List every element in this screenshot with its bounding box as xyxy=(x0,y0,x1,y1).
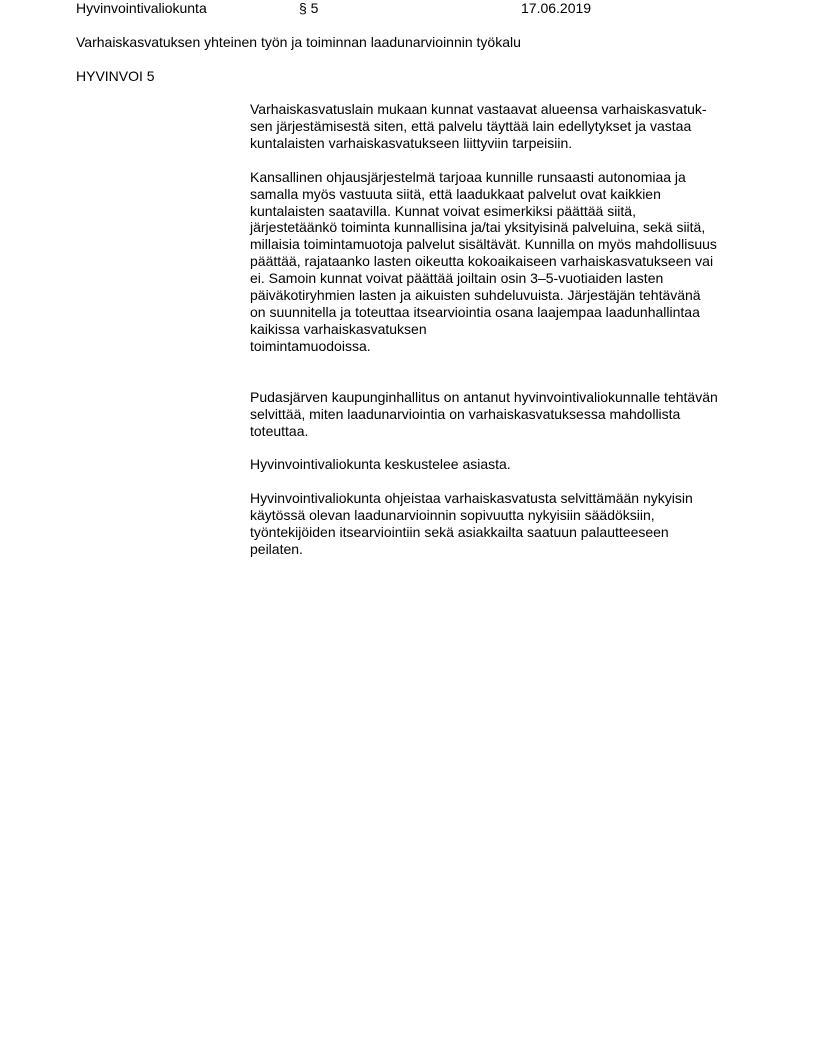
paragraph-national-steering: Kansallinen ohjausjärjestelmä tarjoaa kunnille runsaasti autonomiaa ja samalla myös vastuuta siitä, että laadukkaat palvelut ovat kaikkien kuntalaisten saatavilla. Kunnat voivat esimerkiksi päättää siitä, järjestetäänkö toiminta kunnallisina ja/tai yksityisinä palveluina, sekä siitä, millaisia toimintamuotoja palvelut sisältävät. Kunnilla on myös mahdollisuus päättää, rajataanko lasten oikeutta kokoaikaiseen varhaiskasvatukseen vai ei. Samoin kunnat voivat päättää joiltain osin 3–5-vuotiaiden lasten päiväkotiryhmien lasten ja aikuisten suhdeluvuista. Järjestäjän tehtävänä on suunnitella ja toteuttaa itsearviointia osana laajempaa laadunhallintaa kaikissa varhaiskasvatuksen toimintamuodoissa. xyxy=(250,168,717,354)
header-date: 17.06.2019 xyxy=(521,0,592,16)
document-reference: HYVINVOI 5 xyxy=(76,68,155,84)
paragraph-decision: Hyvinvointivaliokunta ohjeistaa varhaiskasvatusta selvittämään nykyisin käytössä olevan laadunarvioinnin sopivuutta nykyisiin säädöksiin, työntekijöiden itsearviointiin sekä asiakkailta saatuun palautteeseen peilaten. xyxy=(250,490,693,558)
document-header xyxy=(0,0,816,18)
paragraph-spacer xyxy=(250,439,750,456)
paragraph-spacer xyxy=(250,473,750,490)
document-body xyxy=(250,101,750,558)
header-section-number: § 5 xyxy=(299,0,319,16)
paragraph-city-board-task: Pudasjärven kaupunginhallitus on antanut hyvinvointivaliokunnalle tehtävän selvittää, miten laadunarviointia on varhaiskasvatuksessa mahdollista toteuttaa. xyxy=(250,388,718,439)
paragraph-discussion: Hyvinvointivaliokunta keskustelee asiasta. xyxy=(250,456,511,473)
header-organization: Hyvinvointivaliokunta xyxy=(76,0,207,16)
paragraph-spacer xyxy=(250,355,750,389)
paragraph-legal-basis: Varhaiskasvatuslain mukaan kunnat vastaavat alueensa varhaiskasvatuk- sen järjestämisestä siten, että palvelu täyttää lain edellytykset ja vastaa kuntalaisten varhaiskasvatukseen liittyviin tarpeisiin. xyxy=(250,101,707,151)
document-subject: Varhaiskasvatuksen yhteinen työn ja toiminnan laadunarvioinnin työkalu xyxy=(76,34,521,50)
paragraph-spacer xyxy=(250,152,750,169)
